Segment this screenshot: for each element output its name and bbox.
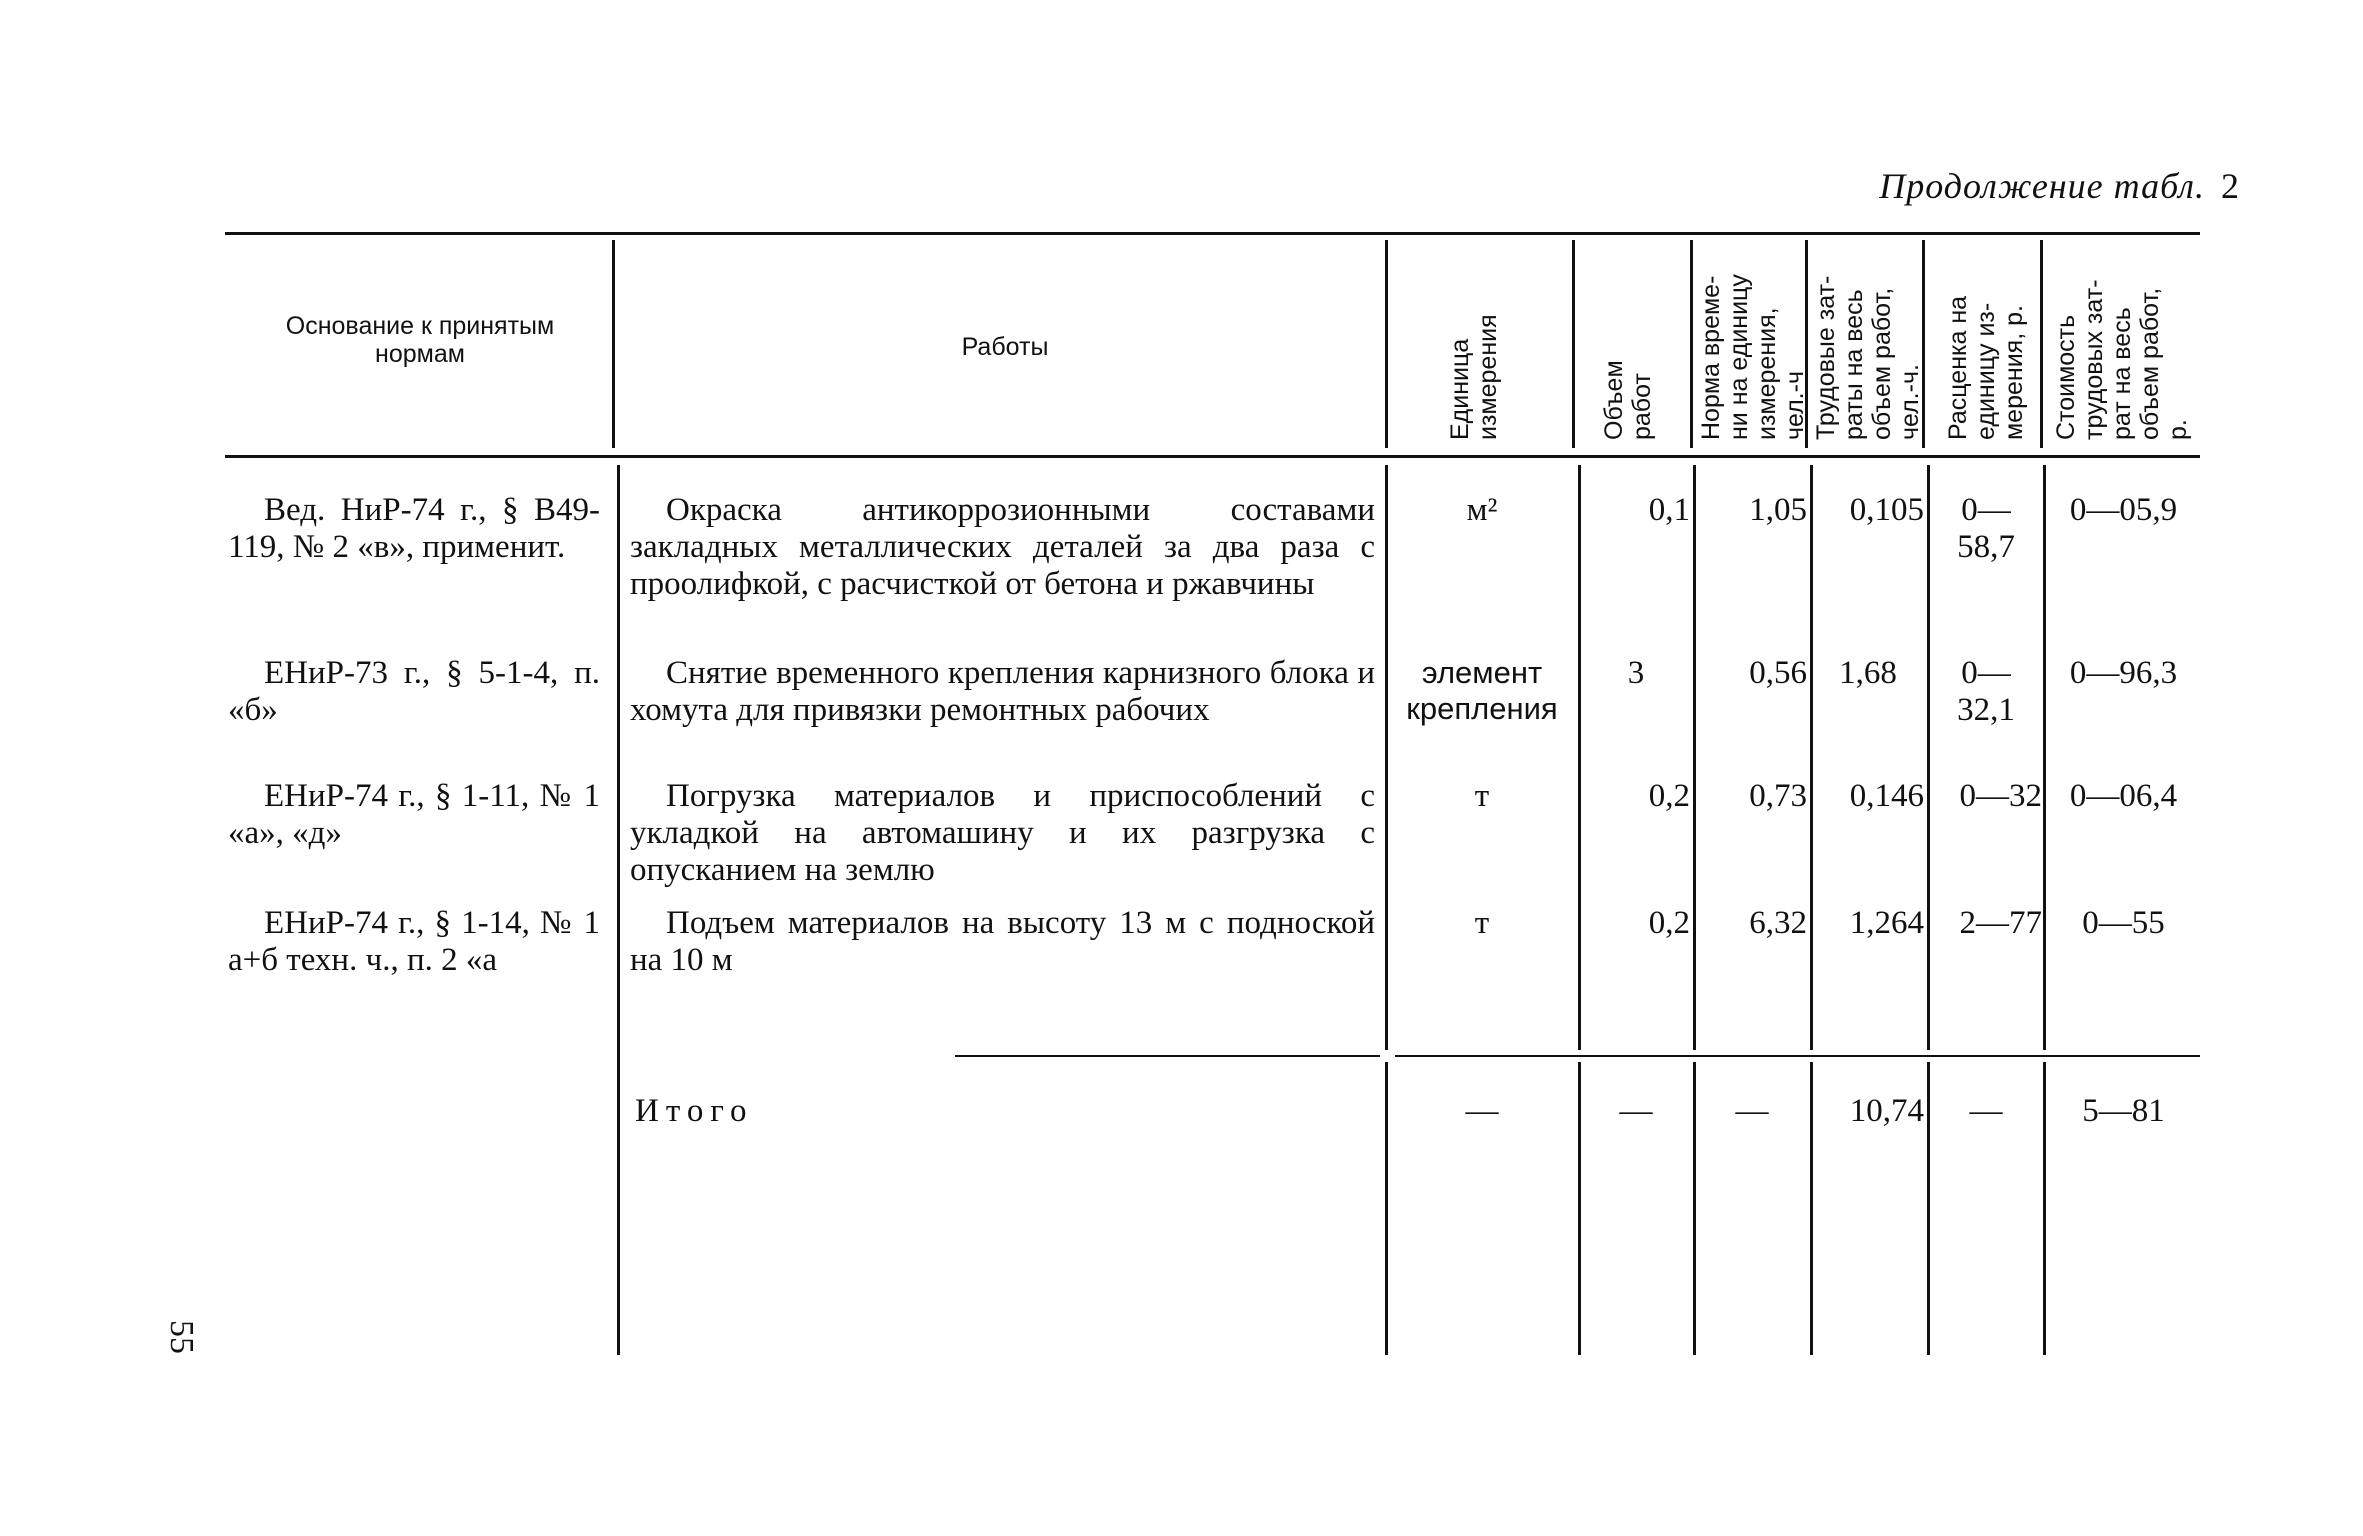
row-4-rate: 2—77 <box>1959 905 2042 941</box>
col-rule-1-body <box>617 465 620 1355</box>
row-4-work: Подъем материалов на высоту 13 м с подноской на 10 м <box>630 905 1375 978</box>
header-volume: Объем работ <box>1600 360 1656 440</box>
row-4-cost: 0—55 <box>2082 905 2165 941</box>
col-rule-4-total <box>1693 1062 1696 1355</box>
col-rule-4-header <box>1690 240 1693 448</box>
header-rule <box>225 455 2200 458</box>
top-rule <box>225 232 2200 235</box>
row-3-rate: 0—32 <box>1959 778 2042 814</box>
row-1-labor: 0,105 <box>1849 492 1924 528</box>
row-4-unit: т <box>1474 905 1490 941</box>
total-label: Итого <box>635 1093 754 1129</box>
col-rule-4-body <box>1693 465 1696 1050</box>
header-works: Работы <box>961 333 1049 361</box>
total-rule-right <box>1395 1055 2200 1057</box>
header-norm: Норма време- ни на единицу измерения, чел.-ч <box>1697 274 1809 440</box>
row-3-basis: ЕНиР-74 г., § 1-11, № 1 «а», «д» <box>228 778 600 851</box>
col-rule-2-header <box>1385 240 1388 448</box>
total-rule-left <box>955 1055 1380 1057</box>
row-1-volume: 0,1 <box>1648 492 1690 528</box>
table-caption <box>1700 165 2240 207</box>
col-rule-2-total <box>1385 1062 1388 1355</box>
col-rule-3-header <box>1572 240 1575 448</box>
row-2-work: Снятие временного крепления карнизного блока и хомута для привязки ремонтных рабочих <box>630 655 1375 728</box>
total-labor: 10,74 <box>1849 1093 1924 1129</box>
col-rule-3-body <box>1578 465 1581 1050</box>
col-rule-7-header <box>2040 240 2043 448</box>
row-3-cost: 0—06,4 <box>2069 778 2178 814</box>
header-labor: Трудовые зат- раты на весь объем работ, чел.-ч. <box>1812 275 1924 440</box>
col-rule-7-body <box>2043 465 2046 1050</box>
row-1-work: Окраска антикоррозионными составами закладных металлических деталей за два раза с проолифкой, с расчисткой от бетона и ржавчины <box>630 492 1375 602</box>
total-cost: 5—81 <box>2082 1093 2165 1129</box>
header-rate: Расценка на единицу из- мерения, р. <box>1944 295 2028 440</box>
header-cost: Стоимость трудовых зат- рат на весь объем работ, р. <box>2052 279 2192 440</box>
row-4-basis: ЕНиР-74 г., § 1-14, № 1 а+б техн. ч., п. 2 «а <box>228 905 600 978</box>
row-2-cost: 0—96,3 <box>2069 655 2178 691</box>
total-volume: — <box>1619 1093 1653 1129</box>
row-4-volume: 0,2 <box>1648 905 1690 941</box>
row-4-norm: 6,32 <box>1749 905 1807 941</box>
row-1-norm: 1,05 <box>1749 492 1807 528</box>
row-1-rate: 0— 58,7 <box>1957 492 2015 565</box>
row-3-unit: т <box>1474 778 1490 814</box>
col-rule-3-total <box>1578 1062 1581 1355</box>
page-number: 55 <box>163 1320 200 1354</box>
row-2-rate: 0— 32,1 <box>1957 655 2015 728</box>
col-rule-2-body <box>1385 465 1388 1050</box>
row-2-norm: 0,56 <box>1749 655 1807 691</box>
row-1-cost: 0—05,9 <box>2069 492 2178 528</box>
row-3-norm: 0,73 <box>1749 778 1807 814</box>
caption-text: Продолжение табл. <box>1879 166 2205 206</box>
row-3-work: Погрузка материалов и приспособлений с укладкой на автомашину и их разгрузка с опусканием на землю <box>630 778 1375 888</box>
col-rule-5-body <box>1810 465 1813 1050</box>
total-rate: — <box>1969 1093 2003 1129</box>
row-1-unit: м² <box>1466 492 1498 528</box>
header-basis: Основание к принятым нормам <box>285 312 555 368</box>
row-3-volume: 0,2 <box>1648 778 1690 814</box>
row-4-labor: 1,264 <box>1849 905 1924 941</box>
row-3-labor: 0,146 <box>1849 778 1924 814</box>
caption-number: 2 <box>2221 166 2240 206</box>
col-rule-1-header <box>612 240 615 448</box>
total-norm: — <box>1735 1093 1769 1129</box>
row-2-volume: 3 <box>1627 655 1645 691</box>
row-1-basis: Вед. НиР-74 г., § В49-119, № 2 «в», применит. <box>228 492 600 565</box>
row-2-basis: ЕНиР-73 г., § 5-1-4, п. «б» <box>228 655 600 728</box>
header-unit: Единица измерения <box>1446 314 1502 440</box>
total-unit: — <box>1465 1093 1499 1129</box>
row-2-unit: элемент крепления <box>1406 655 1558 726</box>
row-2-labor: 1,68 <box>1839 655 1897 691</box>
